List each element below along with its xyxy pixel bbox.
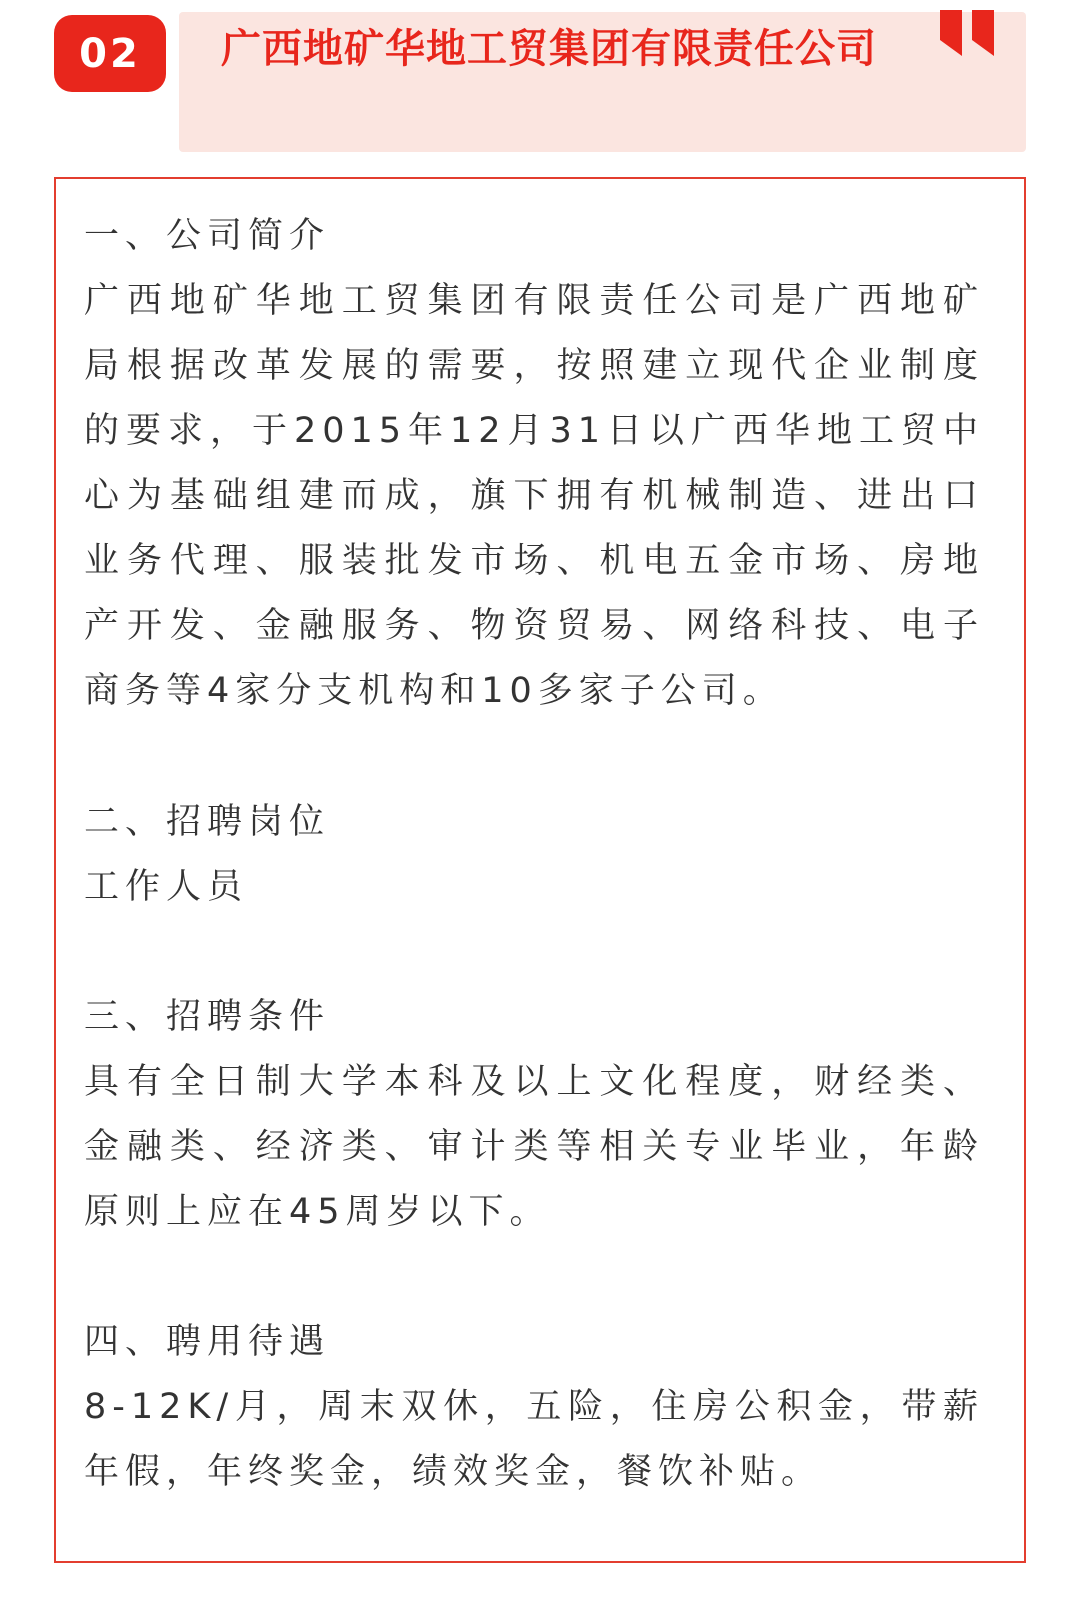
company-title-box	[179, 12, 1026, 152]
quote-mark-icon	[940, 10, 1002, 56]
section-heading: 二、招聘岗位	[84, 802, 331, 842]
section-body: 广西地矿华地工贸集团有限责任公司是广西地矿局根据改革发展的需要，按照建立现代企业制度的要求，于2015年12月31日以广西华地工贸中心为基础组建而成，旗下拥有机械制造、进出口业务代理、服装批发市场、机电五金市场、房地产开发、金融服务、物资贸易、网络科技、电子商务等4家分支机构和10多家子公司。	[84, 281, 984, 711]
section-positions	[84, 790, 984, 920]
section-requirements	[84, 985, 984, 1245]
section-heading: 四、聘用待遇	[84, 1322, 331, 1362]
company-title: 广西地矿华地工贸集团有限责任公司	[221, 26, 877, 72]
section-benefits	[84, 1310, 984, 1505]
section-body: 8-12K/月，周末双休，五险，住房公积金，带薪年假，年终奖金，绩效奖金，餐饮补贴。	[84, 1387, 984, 1492]
section-body: 具有全日制大学本科及以上文化程度，财经类、金融类、经济类、审计类等相关专业毕业，年龄原则上应在45周岁以下。	[84, 1062, 984, 1232]
section-heading: 一、公司简介	[84, 216, 331, 256]
job-details-box	[54, 177, 1026, 1563]
section-number-badge: 02	[54, 15, 166, 92]
section-heading: 三、招聘条件	[84, 997, 331, 1037]
section-body: 工作人员	[84, 867, 249, 907]
section-company-intro	[84, 204, 984, 724]
